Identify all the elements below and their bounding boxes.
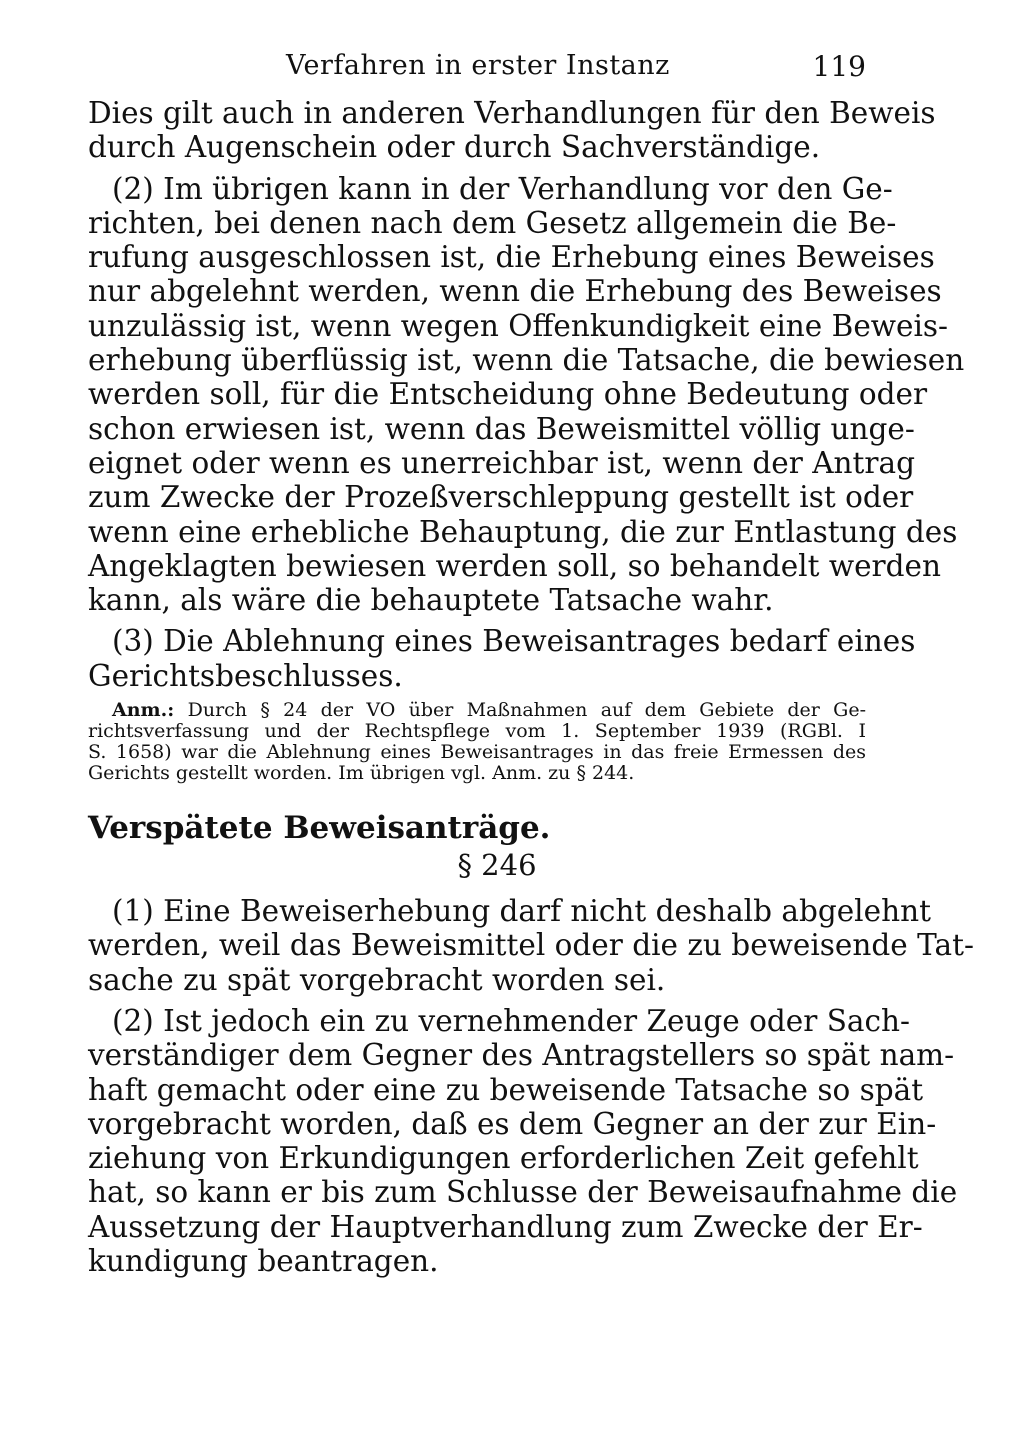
paragraph-3 [88,624,916,693]
text-line: haft gemacht oder eine zu beweisende Tatsache so spät [88,1072,924,1107]
text-line: erhebung überflüssig ist, wenn die Tatsache, die bewiesen [88,343,965,378]
note-label: Anm.: [112,699,175,722]
section-heading: Verspätete Beweisanträge. [88,810,551,847]
text-line: Gerichtsbeschlusses. [88,658,403,693]
text-line: nur abgelehnt werden, wenn die Erhebung des Beweises [88,274,942,309]
text-line: kundigung beantragen. [88,1244,439,1279]
text-line: hat, so kann er bis zum Schlusse der Beweisaufnahme die [88,1175,958,1210]
text-line: Angeklagten bewiesen werden soll, so behandelt werden [88,548,941,583]
text-line: durch Augenschein oder durch Sachverständige. [88,130,821,165]
text-line: verständiger dem Gegner des Antragstellers so spät nam- [88,1038,955,1073]
text-line: (1) Eine Beweiserhebung darf nicht deshalb abgelehnt [112,894,931,929]
text-line: rufung ausgeschlossen ist, die Erhebung eines Beweises [88,240,935,275]
running-title: Verfahren in erster Instanz [286,50,670,81]
text-line: Dies gilt auch in anderen Verhandlungen für den Beweis [88,96,936,130]
annotation-note [88,700,866,784]
note-line: richtsverfassung und der Rechtspflege vom 1. September 1939 (RGBl. I [88,720,866,743]
text-line: (2) Im übrigen kann in der Verhandlung vor den Ge- [112,171,893,206]
text-line: Aussetzung der Hauptverhandlung zum Zwecke der Er- [88,1209,923,1244]
text-line: zum Zwecke der Prozeßverschleppung gestellt ist oder [88,480,914,515]
text-line: schon erwiesen ist, wenn das Beweismittel völlig unge- [88,411,915,446]
text-line: richten, bei denen nach dem Gesetz allgemein die Be- [88,205,897,240]
page-number: 119 [812,50,866,83]
running-header [88,42,866,96]
text-line: werden, weil das Beweismittel oder die zu beweisende Tat- [88,928,974,963]
note-text: Durch § 24 der VO über Maßnahmen auf dem Gebiete der Ge- [187,699,866,722]
text-line: kann, als wäre die behauptete Tatsache wahr. [88,583,774,618]
section-number: § 246 [457,848,537,883]
section-paragraph-1 [88,894,974,997]
text-line: vorgebracht worden, daß es dem Gegner an der zur Ein- [88,1106,937,1141]
text-line: werden soll, für die Entscheidung ohne Bedeutung oder [88,377,928,412]
text-line: (2) Ist jedoch ein zu vernehmender Zeuge oder Sach- [112,1003,910,1038]
note-line [88,700,866,721]
text-line: ziehung von Erkundigungen erforderlichen Zeit gefehlt [88,1141,919,1176]
book-page [88,42,974,1279]
section-paragraph-2 [88,1003,958,1279]
text-line: eignet oder wenn es unerreichbar ist, wenn der Antrag [88,445,915,480]
text-line: unzulässig ist, wenn wegen Offenkundigkeit eine Beweis- [88,308,949,343]
paragraph-continuation [88,96,936,165]
text-line: (3) Die Ablehnung eines Beweisantrages bedarf eines [112,624,916,659]
text-line: sache zu spät vorgebracht worden sei. [88,962,666,997]
paragraph-2 [88,171,965,618]
note-line: Gerichts gestellt worden. Im übrigen vgl. Anm. zu § 244. [88,762,635,785]
text-line: wenn eine erhebliche Behauptung, die zur Entlastung des [88,514,958,549]
note-line: S. 1658) war die Ablehnung eines Beweisantrages in das freie Ermessen des [88,741,866,764]
